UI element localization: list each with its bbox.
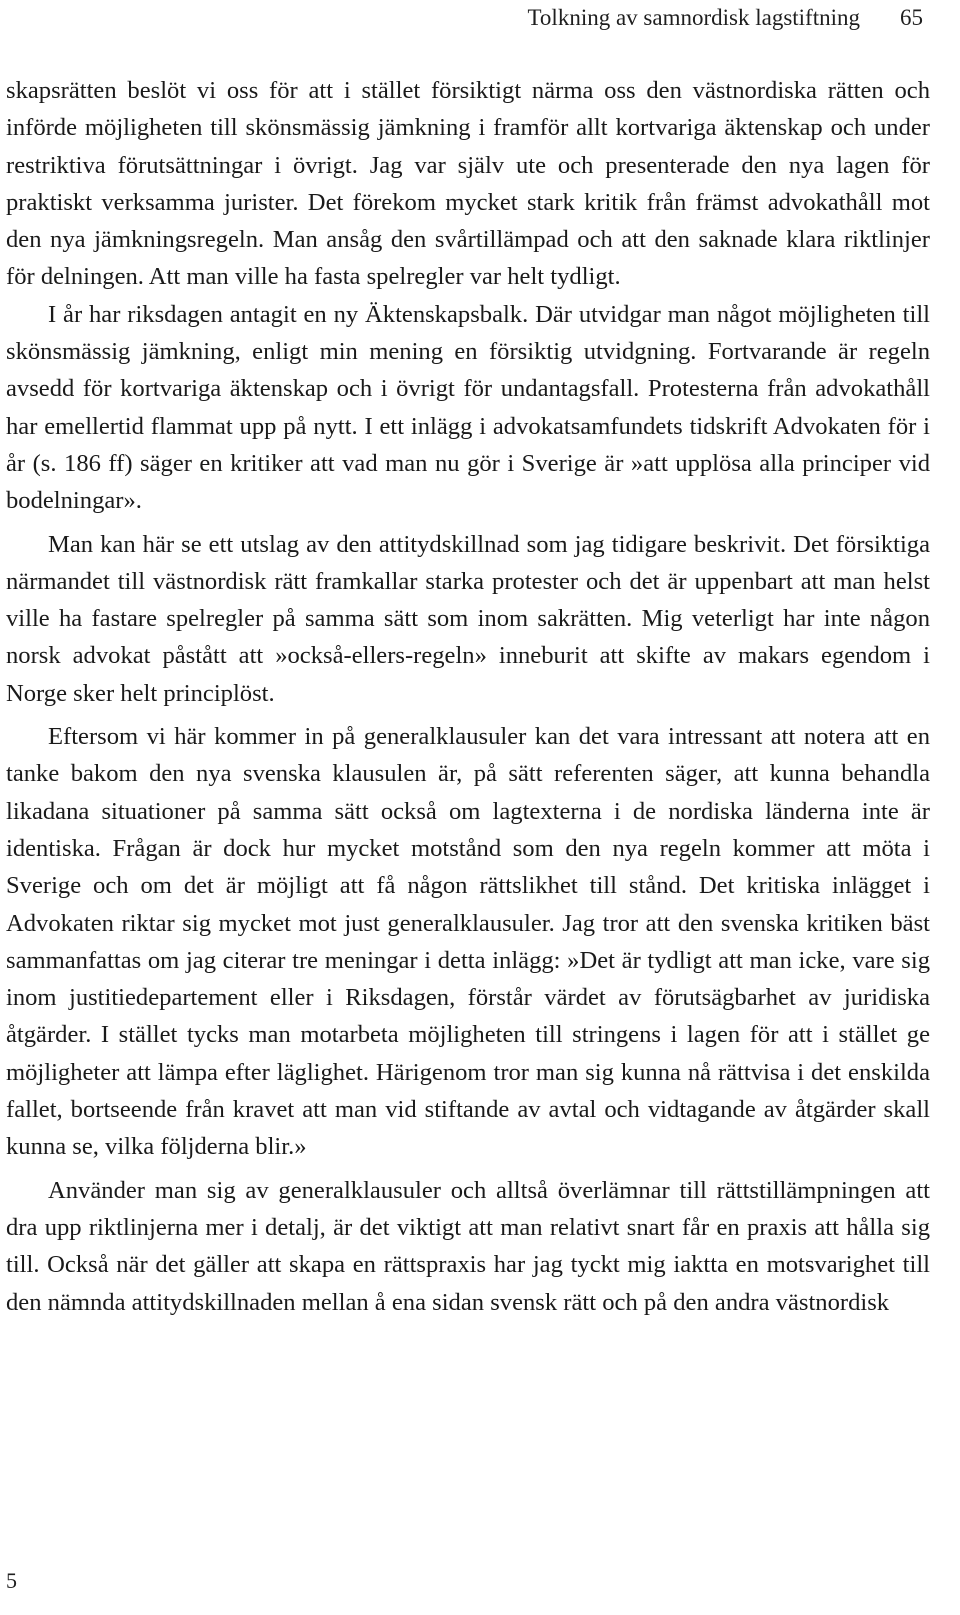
paragraph-4: Eftersom vi här kommer in på generalklausuler kan det vara intressant att notera att en tanke bakom den nya svenska klausulen är, på sätt referenten säger, att kunna behandla likadana situationer på samma sätt också om lagtexterna i de nordiska länderna inte är identiska. Frågan är dock hur mycket motstånd som den nya regeln kommer att möta i Sverige och om det är möjligt att få någon rättslikhet till stånd. Det kritiska inlägget i Advokaten riktar sig mycket mot just generalklausuler. Jag tror att den svenska kritiken bäst sammanfattas om jag citerar tre meningar i detta inlägg: »Det är tydligt att man icke, vare sig inom justitiedepartement eller i Riksdagen, förstår värdet av förutsägbarhet av juridiska åtgärder. I stället tycks man motarbeta möjligheten till stringens i lagen för att i stället ge möjligheter att lämpa efter läglighet. Härigenom tror man sig kunna nå rättvisa i det enskilda fallet, bortseende från kravet att man vid stiftande av avtal och vidtagande av åtgärder skall kunna se, vilka följderna blir.» [6,723,930,1161]
page-number: 65 [900,5,923,30]
paragraph-5: Använder man sig av generalklausuler och alltså överlämnar till rättstillämpningen att dra upp riktlinjerna mer i detalj, är det viktigt att man relativt snart får en praxis att hålla sig till. Också när det gäller att skapa en rättspraxis har jag tyckt mig iaktta en motsvarighet till den nämnda attitydskillnaden mellan å ena sidan svensk rätt och på den andra västnordisk [6,1176,930,1316]
running-header [527,0,960,36]
paragraph-3: Man kan här se ett utslag av den attitydskillnad som jag tidigare beskrivit. Det försiktiga närmandet till västnordisk rätt framkallar starka protester och det är uppenbart att man helst ville ha fastare spelregler på samma sätt som inom sakrätten. Mig veterligt har inte någon norsk advokat påstått att »också-ellers-regeln» inneburit att skifte av makars egendom i Norge sker helt principlöst. [6,530,930,707]
paragraph-1: skapsrätten beslöt vi oss för att i stället försiktigt närma oss den västnordiska rätten och införde möjligheten till skönsmässig jämkning i framför allt kortvariga äktenskap och under restriktiva förutsättningar i övrigt. Jag var själv ute och presenterade den nya lagen för praktiskt verksamma jurister. Det förekom mycket stark kritik från främst advokathåll mot den nya jämkningsregeln. Man ansåg den svårtillämpad och att den saknade klara riktlinjer för delningen. Att man ville ha fasta spelregler var helt tydligt. [6,77,930,291]
page-body [6,72,930,1321]
paragraph-2: I år har riksdagen antagit en ny Äktenskapsbalk. Där utvidgar man något möjligheten till skönsmässig jämkning, enligt min mening en försiktig utvidgning. Fortvarande är regeln avsedd för kortvariga äktenskap och i övrigt för undantagsfall. Protesterna från advokathåll har emellertid flammat upp på nytt. I ett inlägg i advokatsamfundets tidskrift Advokaten för i år (s. 186 ff) säger en kritiker att vad man nu gör i Sverige är »att upplösa alla principer vid bodelningar». [6,300,930,515]
running-title: Tolkning av samnordisk lagstiftning [527,5,860,30]
signature-mark: 5 [6,1568,17,1593]
